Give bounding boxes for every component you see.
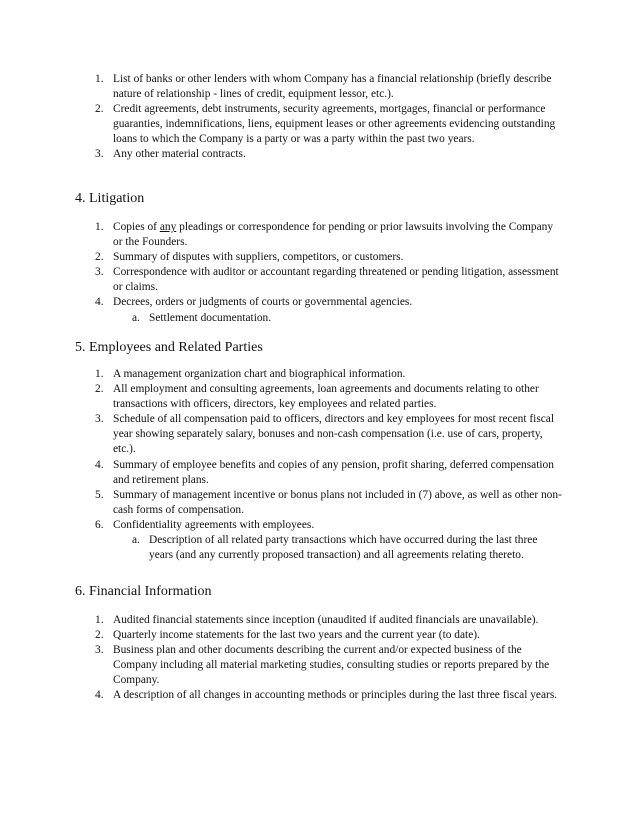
section4-list: [0, 220, 638, 326]
section3-list: [0, 72, 638, 163]
section6-list: [0, 613, 638, 704]
list-item: 2. Credit agreements, debt instruments, security agreements, mortgages, financial or performance guaranties, indemnifications, liens, equipment leases or other agreements evidencing outstanding loans to which the Company is a party or was a party within the past two years.: [95, 103, 556, 146]
list-item: 2. All employment and consulting agreements, loan agreements and documents relating to other transactions with officers, directors, key employees and related parties.: [95, 383, 539, 411]
list-item: 3. Any other material contracts.: [95, 148, 246, 161]
list-item: 2. Summary of disputes with suppliers, competitors, or customers.: [95, 251, 404, 264]
section5-list: [0, 367, 638, 563]
list-item: 4. Decrees, orders or judgments of courts or governmental agencies.: [95, 296, 413, 309]
underlined-word: any: [159, 221, 177, 233]
list-item: 1. List of banks or other lenders with whom Company has a financial relationship (briefly describe nature of relationship - lines of credit, equipment lessor, etc.).: [95, 73, 552, 101]
list-item: 6. Confidentiality agreements with employees.: [95, 518, 315, 531]
sub-list-item: a. Settlement documentation.: [132, 311, 272, 324]
section5-heading: 5. Employees and Related Parties: [75, 340, 263, 355]
list-item: 5. Summary of management incentive or bonus plans not included in (7) above, as well as other non-cash forms of compensation.: [95, 488, 562, 516]
list-item: 4. Summary of employee benefits and copies of any pension, profit sharing, deferred compensation and retirement plans.: [95, 458, 554, 486]
list-item: 1. Audited financial statements since inception (unaudited if audited financials are unavailable).: [95, 614, 539, 626]
section6-heading: 6. Financial Information: [75, 584, 212, 599]
list-item: 3. Schedule of all compensation paid to officers, directors and key employees for most recent fiscal year showing separately salary, bonuses and non-cash compensation (i.e. use of cars, property, etc.).: [95, 413, 555, 456]
section4-heading: 4. Litigation: [75, 191, 145, 206]
list-item: 1. Copies of any pleadings or correspondence for pending or prior lawsuits involving the Company or the Founders.: [95, 221, 554, 249]
list-item: 3. Correspondence with auditor or accountant regarding threatened or pending litigation, assessment or claims.: [95, 266, 559, 294]
list-item: 2. Quarterly income statements for the last two years and the current year (to date).: [95, 629, 480, 642]
list-item: 3. Business plan and other documents describing the current and/or expected business of the Company including all material marketing studies, consulting studies or reports prepared by the Company.: [95, 644, 550, 687]
list-item: 1. A management organization chart and biographical information.: [95, 368, 406, 380]
list-item: 4. A description of all changes in accounting methods or principles during the last three fiscal years.: [95, 689, 558, 702]
sub-list-item: a. Description of all related party transactions which have occurred during the last three years (and any currently proposed transaction) and all agreements relating thereto.: [132, 534, 538, 562]
